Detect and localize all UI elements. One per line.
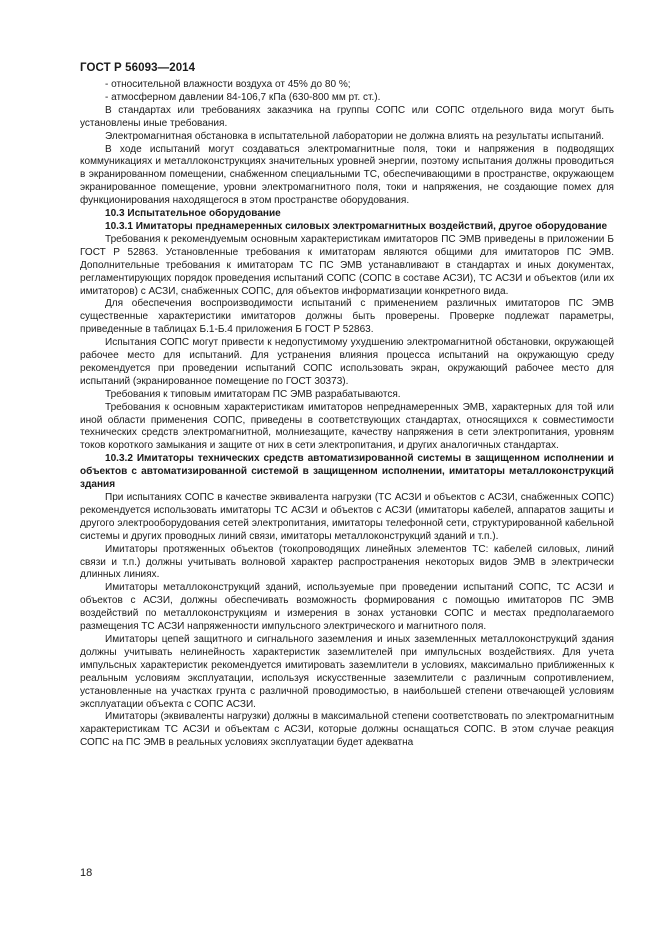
paragraph: Требования к типовым имитаторам ПС ЭМВ разрабатываются. bbox=[105, 388, 401, 400]
paragraph: Имитаторы металлоконструкций зданий, используемые при проведении испытаний СОПС, ТС АСЗИ и объектов с АСЗИ, должны обеспечивать возможность формирования с помощью имитаторов ПС ЭМВ воздействий по металлоконструкциям и измерения в зонах установки СОПС и местах предполагаемого размещения ТС АСЗИ напряженности импульсного электрического и магнитного поля. bbox=[80, 582, 614, 633]
paragraph: Имитаторы протяженных объектов (токопроводящих линейных элементов ТС: кабелей силовых, линий связи и т.п.) должны учитывать волновой характер распространения некоторых видов ЭМВ в электрически длинных линиях. bbox=[80, 543, 614, 581]
paragraph: - атмосферном давлении 84-106,7 кПа (630-800 мм рт. ст.). bbox=[105, 91, 381, 103]
paragraph: Для обеспечения воспроизводимости испытаний с применением различных имитаторов ПС ЭМВ существенные характеристики имитаторов должны быть проверены. Проверке подлежат параметры, приведенные в таблицах Б.1-Б.4 приложения Б ГОСТ Р 52863. bbox=[80, 298, 614, 336]
paragraph: - относительной влажности воздуха от 45% до 80 %; bbox=[105, 79, 351, 90]
paragraph: Электромагнитная обстановка в испытательной лаборатории не должна влиять на результаты испытаний. bbox=[105, 130, 605, 142]
subsection-heading: 10.3.2 Имитаторы технических средств автоматизированной системы в защищенном исполнении и объектов с автоматизированной системой в защищенном исполнении, имитаторы металлоконструкций здания bbox=[80, 453, 614, 491]
page-number: 18 bbox=[80, 867, 93, 879]
paragraph: Испытания СОПС могут привести к недопустимому ухудшению электромагнитной обстановки, окружающей рабочее место для испытаний. Для устранения влияния процесса испытаний на окружающую среду рекомендуется при проведении испытаний СОПС использовать экран, окружающий рабочее место для испытаний (экранированное помещение по ГОСТ 30373). bbox=[80, 337, 614, 387]
paragraph: Требования к основным характеристикам имитаторов непреднамеренных ЭМВ, характерных для той или иной области применения СОПС, приведены в соответствующих стандартах, относящихся к совместимости технических средств электромагнитной, молниезащите, качеству напряжения в сети электропитания, уровням токов короткого замыкания и защите от них в сети электропитания, и других аналогичных стандартах. bbox=[80, 401, 614, 452]
paragraph: При испытаниях СОПС в качестве эквивалента нагрузки (ТС АСЗИ и объектов с АСЗИ, снабженных СОПС) рекомендуется использовать имитаторы ТС АСЗИ и объектов с АСЗИ (имитаторы кабелей, аппаратов защиты и другого электрооборудования сетей электропитания, имитаторы телефонной сети, структурированной кабельной системы и других проводных линий связи, имитаторы металлоконструкций зданий и т.п.). bbox=[80, 492, 614, 542]
document-header: ГОСТ Р 56093—2014 bbox=[80, 62, 196, 74]
paragraph: Имитаторы цепей защитного и сигнального заземления и иных заземленных металлоконструкций здания должны учитывать нелинейность характеристик заземлителей при импульсных воздействиях. Для учета импульсных характеристик рекомендуется имитировать заземлители в условиях, максимально приближенных к реальным условиям эксплуатации, используя искусственные заземлители с различным сопротивлением, установленные на участках грунта с различной проводимостью, в наибольшей степени отвечающей условиям эксплуатации объекта с СОПС АСЗИ. bbox=[80, 633, 614, 710]
paragraph: Требования к рекомендуемым основным характеристикам имитаторов ПС ЭМВ приведены в приложении Б ГОСТ Р 52863. Установленные требования к имитаторам являются общими для имитаторов ПС ЭМВ. Дополнительные требования к имитаторам ТС ПС ЭМВ устанавливают в стандартах и иных документах, регламентирующих порядок проведения испытаний СОПС (СОПС в составе АСЗИ), ТС АСЗИ и объектов (или их имитаторов) с АСЗИ, снабженных СОПС, для объектов информатизации конкретного вида. bbox=[80, 233, 614, 297]
paragraph: В ходе испытаний могут создаваться электромагнитные поля, токи и напряжения в подводящих коммуникациях и металлоконструкциях значительных уровней энергии, поэтому испытания должны проводиться в экранированном помещении, снабженном специальными ТС, обеспечивающими в пространстве, окружающем экранированное помещение, уровни электромагнитного поля, токи и напряжения, не создающие помех для функционирования находящегося в этом пространстве оборудования. bbox=[80, 143, 614, 207]
page-body bbox=[80, 79, 614, 750]
section-heading: 10.3 Испытательное оборудование bbox=[105, 208, 281, 220]
paragraph: Имитаторы (эквиваленты нагрузки) должны в максимальной степени соответствовать по электромагнитным характеристикам ТС АСЗИ и объектам с АСЗИ, которые должны оснащаться СОПС. В этом случае реакция СОПС на ПС ЭМВ в реальных условиях эксплуатации будет адекватна bbox=[80, 711, 614, 749]
paragraph: В стандартах или требованиях заказчика на группы СОПС или СОПС отдельного вида могут быть установлены иные требования. bbox=[80, 104, 614, 129]
subsection-heading: 10.3.1 Имитаторы преднамеренных силовых электромагнитных воздействий, другое оборудование bbox=[105, 220, 608, 232]
